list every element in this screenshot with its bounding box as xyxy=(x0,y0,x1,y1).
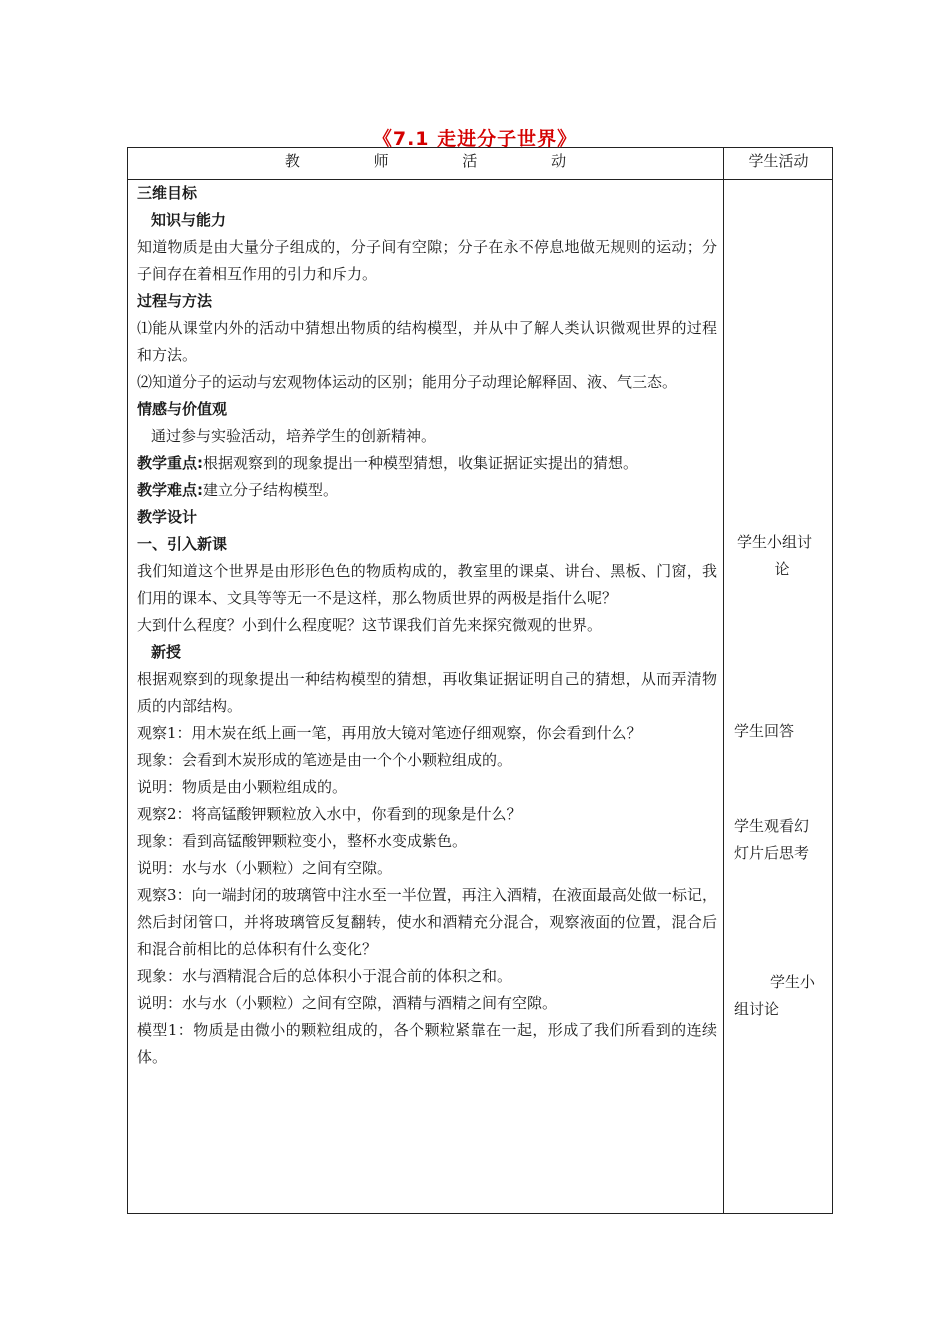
header-char: 教 xyxy=(284,152,300,170)
note-line: 灯片后思考 xyxy=(734,844,810,862)
observation-3: 观察3：向一端封闭的玻璃管中注水至一半位置，再注入酒精，在液面最高处做一标记，然后封闭管口，并将玻璃管反复翻转，使水和酒精充分混合，观察液面的位置，混合后和混合前相比的总体积有什么变化？ xyxy=(137,886,717,958)
note-line: 学生小组讨 xyxy=(737,533,813,551)
teaching-difficulty xyxy=(137,477,717,504)
student-note-group-discussion xyxy=(737,529,827,583)
model-1: 模型1：物质是由微小的颗粒组成的，各个颗粒紧靠在一起，形成了我们所看到的连续体。 xyxy=(137,1021,717,1066)
three-goals-heading: 三维目标 xyxy=(137,184,198,202)
teaching-key-point xyxy=(137,450,717,477)
process-item-2: ⑵知道分子的运动与宏观物体运动的区别；能用分子动理论解释固、液、气三态。 xyxy=(137,373,678,391)
knowledge-heading: 知识与能力 xyxy=(151,211,227,229)
difficulty-label: 教学难点: xyxy=(137,481,203,499)
new-lesson-text: 根据观察到的现象提出一种结构模型的猜想，再收集证据证明自己的猜想，从而弄清物质的内部结构。 xyxy=(137,670,717,715)
note-line: 学生小 xyxy=(770,973,816,991)
key-label: 教学重点: xyxy=(137,454,203,472)
header-char: 动 xyxy=(551,152,567,170)
note-line: 学生观看幻 xyxy=(734,817,810,835)
phenomenon-2: 现象：看到高锰酸钾颗粒变小，整杯水变成紫色。 xyxy=(137,832,468,850)
header-char: 师 xyxy=(373,152,389,170)
intro-text-2: 大到什么程度？小到什么程度呢？这节课我们首先来探究微观的世界。 xyxy=(137,616,603,634)
header-teacher-activity xyxy=(128,150,723,171)
note-line: 学生回答 xyxy=(734,722,795,740)
key-text: 根据观察到的现象提出一种模型猜想，收集证据证实提出的猜想。 xyxy=(203,454,639,472)
intro-heading: 一、引入新课 xyxy=(137,535,228,553)
header-student-activity: 学生活动 xyxy=(748,152,809,170)
knowledge-text: 知道物质是由大量分子组成的，分子间有空隙；分子在永不停息地做无规则的运动；分子间存在着相互作用的引力和斥力。 xyxy=(137,238,717,283)
explanation-2: 说明：水与水（小颗粒）之间有空隙。 xyxy=(137,859,393,877)
column-divider xyxy=(723,147,724,1214)
new-lesson-heading: 新授 xyxy=(151,643,182,661)
document-title: 《7.1 走进分子世界》 xyxy=(372,128,578,150)
explanation-3: 说明：水与水（小颗粒）之间有空隙，酒精与酒精之间有空隙。 xyxy=(137,994,558,1012)
phenomenon-1: 现象：会看到木炭形成的笔迹是由一个个小颗粒组成的。 xyxy=(137,751,513,769)
student-note-answer xyxy=(734,718,824,745)
note-line: 论 xyxy=(774,560,790,578)
note-line: 组讨论 xyxy=(734,1000,780,1018)
explanation-1: 说明：物质是由小颗粒组成的。 xyxy=(137,778,348,796)
teacher-activity-column xyxy=(137,180,717,1071)
process-heading: 过程与方法 xyxy=(137,292,213,310)
process-item-1: ⑴能从课堂内外的活动中猜想出物质的结构模型，并从中了解人类认识微观世界的过程和方法。 xyxy=(137,319,717,364)
intro-text: 我们知道这个世界是由形形色色的物质构成的，教室里的课桌、讲台、黑板、门窗，我们用的课本、文具等等无一不是这样，那么物质世界的两极是指什么呢？ xyxy=(137,562,717,607)
emotion-heading: 情感与价值观 xyxy=(137,400,228,418)
design-heading: 教学设计 xyxy=(137,508,198,526)
emotion-text: 通过参与实验活动，培养学生的创新精神。 xyxy=(151,427,437,445)
phenomenon-3: 现象：水与酒精混合后的总体积小于混合前的体积之和。 xyxy=(137,967,513,985)
header-char: 活 xyxy=(462,152,478,170)
student-note-group-discussion-2 xyxy=(734,969,829,1023)
observation-2: 观察2：将高锰酸钾颗粒放入水中，你看到的现象是什么？ xyxy=(137,805,522,823)
observation-1: 观察1：用木炭在纸上画一笔，再用放大镜对笔迹仔细观察，你会看到什么？ xyxy=(137,724,642,742)
student-note-watch-slides xyxy=(734,813,829,867)
difficulty-text: 建立分子结构模型。 xyxy=(203,481,339,499)
